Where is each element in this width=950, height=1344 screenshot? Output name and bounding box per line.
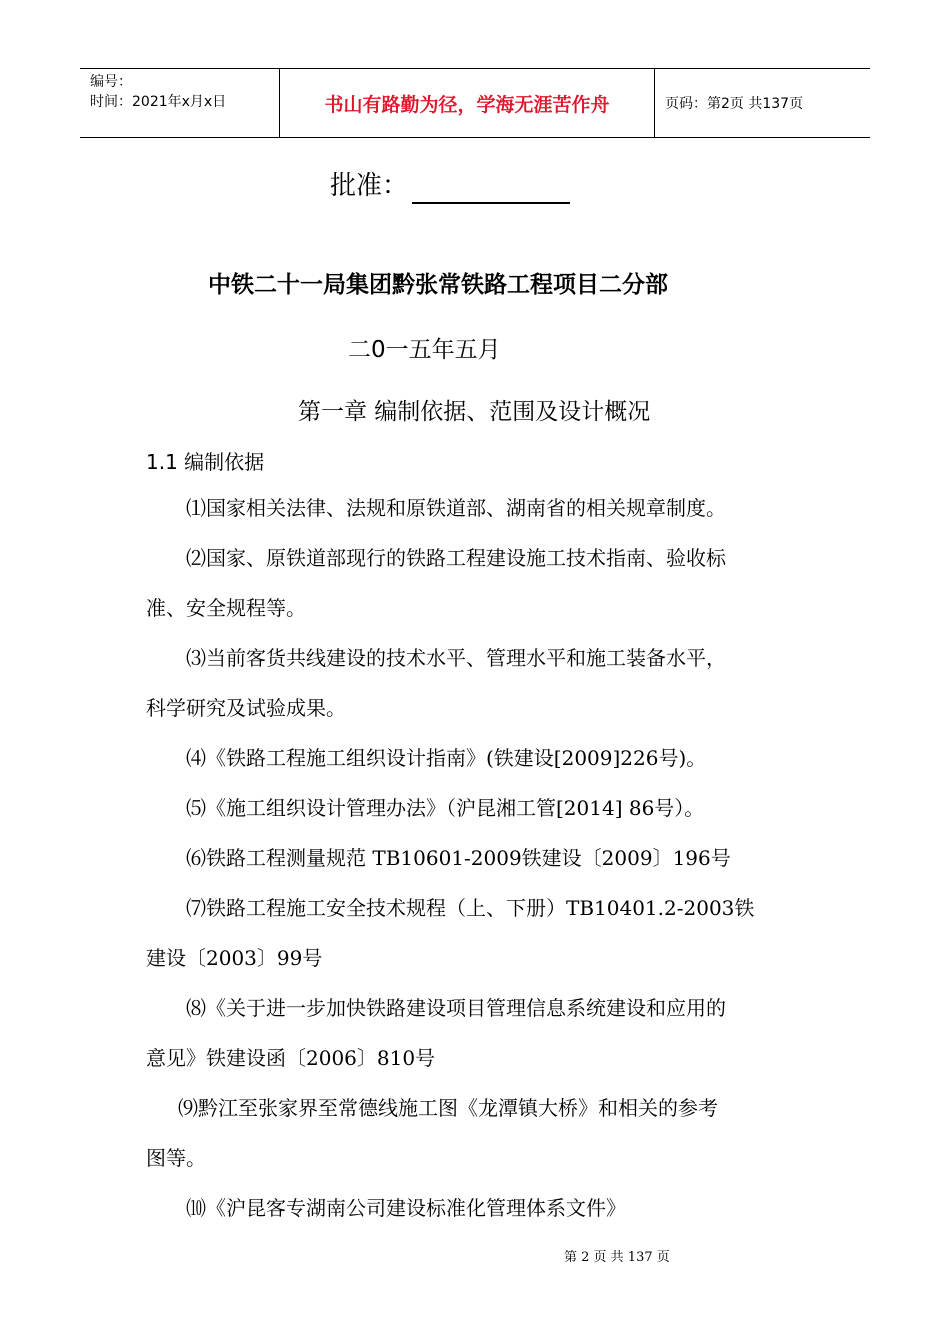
paragraph-line: ⑵国家、原铁道部现行的铁路工程建设施工技术指南、验收标 — [186, 546, 726, 570]
paragraph-line: 建设〔2003〕99号 — [146, 946, 323, 970]
paragraph-line: 图等。 — [146, 1146, 206, 1170]
number-label: 编号： — [90, 74, 132, 90]
paragraph-line: ⑹铁路工程测量规范 TB10601-2009铁建设〔2009〕196号 — [186, 846, 731, 870]
paragraph-line: 准、安全规程等。 — [146, 596, 306, 620]
paragraph-line: ⑶当前客货共线建设的技术水平、管理水平和施工装备水平， — [186, 646, 726, 670]
approve-label: 批准： — [330, 171, 409, 201]
section-heading: 1.1 编制依据 — [146, 450, 265, 474]
page-footer: 第 2 页 共 137 页 — [564, 1250, 670, 1265]
paragraph-line: 科学研究及试验成果。 — [146, 696, 346, 720]
chapter-heading: 第一章 编制依据、范围及设计概况 — [298, 399, 651, 425]
paragraph-line: ⑴国家相关法律、法规和原铁道部、湖南省的相关规章制度。 — [186, 496, 726, 520]
header-page-info: 页码：第2页 共137页 — [665, 96, 804, 112]
paragraph-line: ⑻《关于进一步加快铁路建设项目管理信息系统建设和应用的 — [186, 996, 726, 1020]
paragraph-line: ⑸《施工组织设计管理办法》（沪昆湘工管[2014] 86号）。 — [186, 796, 705, 820]
paragraph-line: ⑺铁路工程施工安全技术规程（上、下册）TB10401.2-2003铁 — [186, 896, 755, 920]
paragraph-line: ⑽《沪昆客专湖南公司建设标准化管理体系文件》 — [186, 1196, 626, 1220]
signature-blank — [412, 172, 570, 204]
paragraph-line: ⑼黔江至张家界至常德线施工图《龙潭镇大桥》和相关的参考 — [178, 1096, 718, 1120]
paragraph-line: ⑷《铁路工程施工组织设计指南》(铁建设[2009]226号)。 — [186, 746, 707, 770]
approval-line — [330, 168, 570, 204]
header-table — [80, 68, 870, 138]
document-date: 二0一五年五月 — [348, 337, 501, 363]
header-left-cell — [80, 69, 280, 137]
paragraph-line: 意见》铁建设函〔2006〕810号 — [146, 1046, 436, 1070]
header-motto: 书山有路勤为径，学海无涯苦作舟 — [280, 69, 655, 137]
time-label: 时间：2021年x月x日 — [90, 94, 227, 110]
organization-title: 中铁二十一局集团黔张常铁路工程项目二分部 — [208, 272, 668, 298]
